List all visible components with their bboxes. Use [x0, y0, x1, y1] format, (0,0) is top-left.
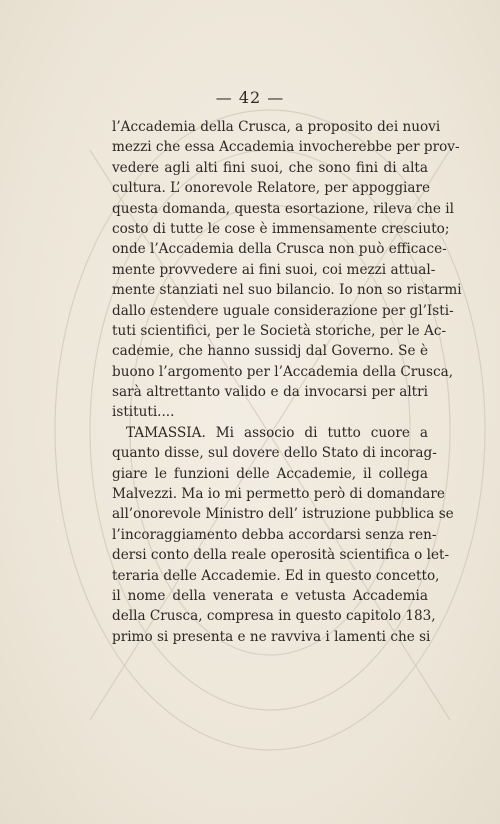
text-line: quanto disse, sul dovere dello Stato di incorag- — [112, 445, 437, 462]
text-line: vedere agli alti fini suoi, che sono fini di alta — [112, 159, 428, 176]
text-line: mente provvedere ai fini suoi, coi mezzi attual- — [112, 261, 436, 278]
text-line: teraria delle Accademie. Ed in questo concetto, — [112, 567, 440, 584]
text-line: costo di tutte le cose è immensamente cresciuto; — [112, 220, 450, 237]
page-number: — 42 — — [215, 88, 285, 107]
text-line: onde l’Accademia della Crusca non può efficace- — [112, 241, 447, 258]
text-line: dersi conto della reale operosità scientifica o let- — [112, 547, 450, 564]
text-line: l’incoraggiamento debba accordarsi senza ren- — [112, 526, 437, 543]
text-line: l’Accademia della Crusca, a proposito dei nuovi — [112, 119, 441, 135]
text-line: tuti scientifici, per le Società storiche, per le Ac- — [112, 322, 447, 339]
text-line: Malvezzi. Ma io mi permetto però di domandare — [112, 486, 445, 503]
text-line: TAMASSIA. Mi associo di tutto cuore a — [126, 424, 428, 441]
text-line: buono l’argomento per l’Accademia della Crusca, — [112, 363, 454, 380]
text-line: il nome della venerata e vetusta Accademia — [112, 587, 428, 604]
text-line: giare le funzioni delle Accademie, il collega — [112, 465, 428, 482]
text-line: all’onorevole Ministro dell’ istruzione pubblica se — [112, 506, 454, 523]
text-line: della Crusca, compresa in questo capitolo 183, — [112, 608, 436, 625]
body-text — [112, 117, 462, 647]
text-line: primo si presenta e ne ravviva i lamenti che si — [112, 628, 431, 645]
text-line: istituti.... — [112, 404, 175, 421]
text-line: mezzi che essa Accademia invocherebbe per prov- — [112, 139, 460, 156]
text-line: questa domanda, questa esortazione, rileva che il — [112, 200, 454, 217]
text-line: sarà altrettanto valido e da invocarsi per altri — [112, 384, 428, 401]
text-line: cademie, che hanno sussidj dal Governo. Se è — [112, 343, 428, 360]
text-line: cultura. L’ onorevole Relatore, per appoggiare — [112, 180, 431, 197]
text-line: mente stanziati nel suo bilancio. Io non so ristarmi — [112, 282, 462, 299]
text-line: dallo estendere uguale considerazione per gl’Isti- — [112, 302, 454, 319]
